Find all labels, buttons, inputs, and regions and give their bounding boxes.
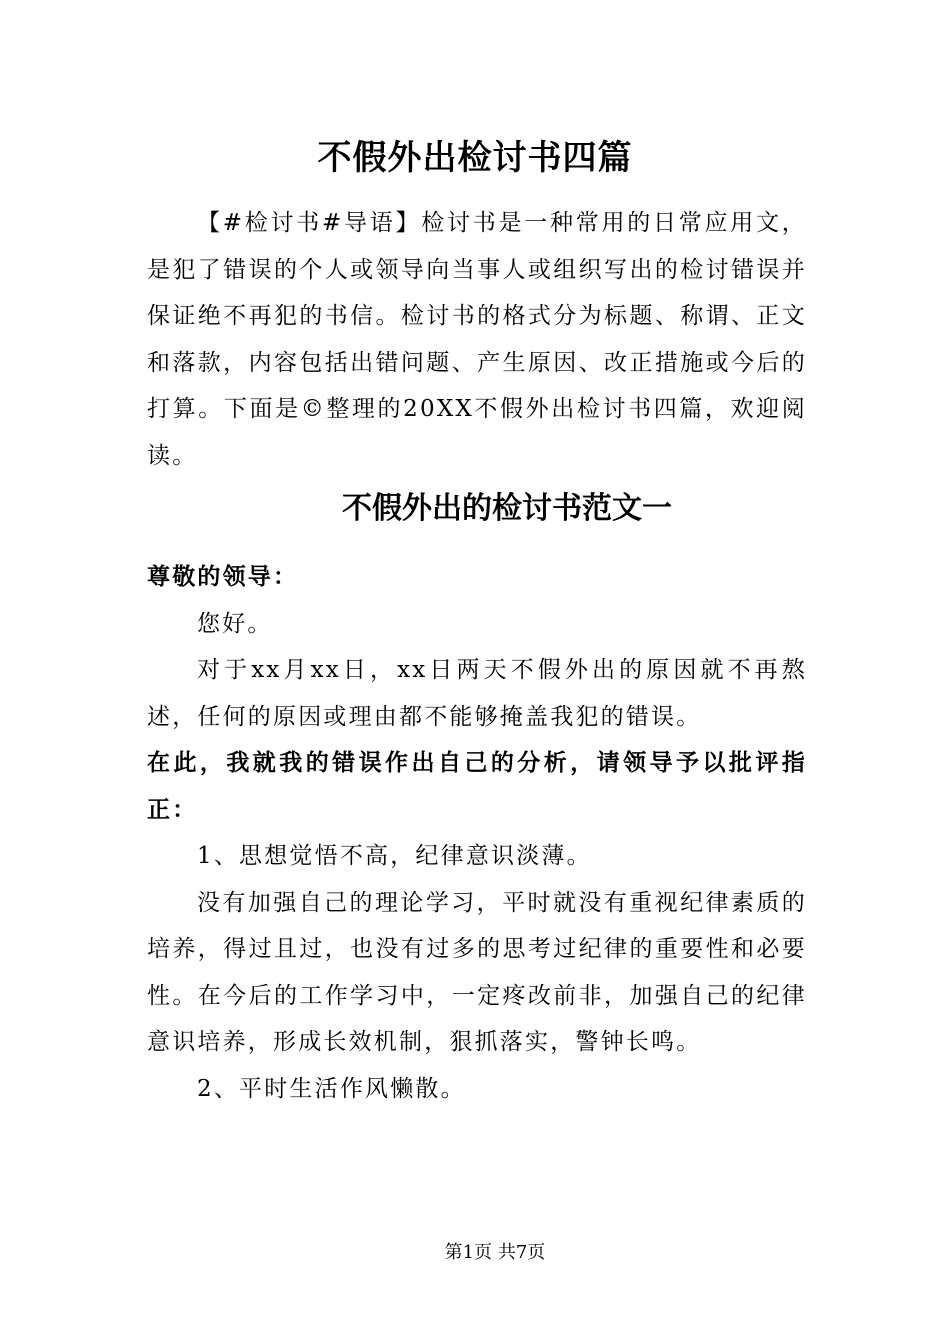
document-title: 不假外出检讨书四篇 [317, 138, 633, 178]
salutation: 尊敬的领导： [147, 563, 299, 590]
letter-body [147, 554, 807, 1112]
intro-paragraph: 【#检讨书#导语】检讨书是一种常用的日常应用文，是犯了错误的个人或领导向当事人或组织写出的检讨错误并保证绝不再犯的书信。检讨书的格式分为标题、称谓、正文和落款，内容包括出错问题、产生原因、改正措施或今后的打算。下面是©整理的20XX不假外出检讨书四篇，欢迎阅读。 [147, 210, 807, 469]
section-title: 不假外出的检讨书范文一 [342, 491, 672, 526]
analysis-heading: 在此，我就我的错误作出自己的分析，请领导予以批评指正： [147, 749, 807, 823]
point-heading: 1、思想觉悟不高，纪律意识淡薄。 [197, 843, 592, 869]
point-heading: 2、平时生活作风懒散。 [197, 1075, 466, 1102]
greeting-paragraph: 您好。 [197, 610, 273, 637]
body-paragraph: 没有加强自己的理论学习，平时就没有重视纪律素质的培养，得过且过，也没有过多的思考过纪律的重要性和必要性。在今后的工作学习中，一定疼改前非，加强自己的纪律意识培养，形成长效机制，狠抓落实，警钟长鸣。 [147, 889, 807, 1055]
body-paragraph: 对于xx月xx日，xx日两天不假外出的原因就不再熬述，任何的原因或理由都不能够掩盖我犯的错误。 [147, 657, 807, 730]
page-footer: 第1页 共7页 [444, 1242, 546, 1263]
